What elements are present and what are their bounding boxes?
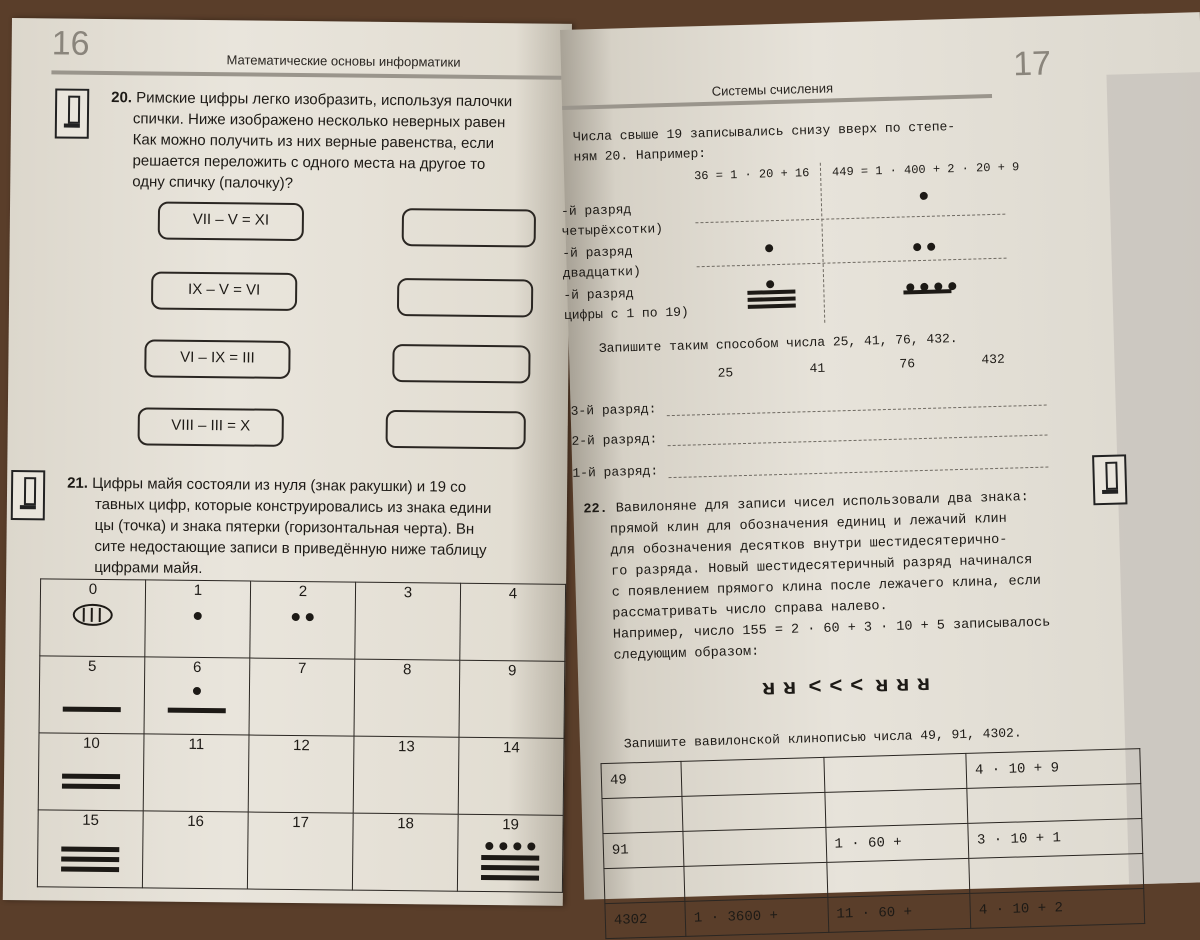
write-row-label: 3-й разряд: bbox=[570, 401, 657, 419]
task21-number: 21. bbox=[67, 474, 89, 492]
maya-bar bbox=[481, 875, 539, 881]
equation-box: VII – V = XI bbox=[158, 202, 304, 242]
pencil-icon bbox=[11, 470, 46, 520]
task22-line: следующим образом: bbox=[613, 644, 760, 664]
babylon-cell[interactable] bbox=[684, 862, 827, 901]
maya-bar bbox=[168, 708, 226, 714]
example-divider bbox=[820, 163, 825, 323]
maya-cell-5: 5 bbox=[39, 656, 145, 734]
write-prompt: Запишите таким способом числа 25, 41, 76, 432. bbox=[598, 331, 958, 357]
babylon-cell[interactable] bbox=[824, 753, 967, 792]
example-449: 449 = 1 · 400 + 2 · 20 + 9 bbox=[831, 160, 1020, 180]
equation-box: IX – V = VI bbox=[151, 271, 297, 311]
left-page bbox=[3, 18, 572, 906]
maya-bar bbox=[481, 855, 539, 861]
task20-number: 20. bbox=[111, 89, 133, 107]
maya-cell-4[interactable]: 4 bbox=[460, 583, 566, 661]
write-number: 41 bbox=[809, 360, 826, 377]
babylon-cell: 4 · 10 + 2 bbox=[970, 889, 1145, 929]
maya-bar bbox=[748, 304, 796, 309]
task22-line: прямой клин для обозначения единиц и лежачий клин bbox=[609, 511, 1008, 538]
equation-box: VIII – III = X bbox=[138, 407, 284, 447]
babylon-cell[interactable] bbox=[825, 788, 968, 827]
vertical-wedge-icon: ᴚ bbox=[875, 671, 889, 697]
babylon-cell: 11 · 60 + bbox=[827, 893, 970, 932]
write-row-label: 1-й разряд: bbox=[572, 463, 659, 481]
babylon-cell: 1 · 60 + bbox=[826, 823, 969, 862]
left-running-head: Математические основы информатики bbox=[226, 52, 461, 70]
horizontal-wedge-icon: < bbox=[849, 671, 864, 698]
babylon-cell bbox=[604, 866, 685, 903]
task22-prompt: Запишите вавилонской клинописью числа 49, 91, 4302. bbox=[623, 725, 1022, 752]
babylon-cell: 1 · 3600 + bbox=[685, 897, 828, 936]
maya-dot bbox=[292, 613, 300, 621]
maya-cell-2: 2 bbox=[250, 581, 356, 659]
babylon-cell: 49 bbox=[601, 761, 682, 798]
write-row-line[interactable] bbox=[667, 405, 1047, 417]
maya-bar bbox=[61, 857, 119, 863]
maya-dot bbox=[194, 612, 202, 620]
maya-cell-3[interactable]: 3 bbox=[355, 582, 461, 660]
horizontal-wedge-icon: < bbox=[808, 672, 822, 699]
task22-line: Вавилоняне для записи чисел использовали два знака: bbox=[615, 490, 1030, 517]
maya-cell-14[interactable]: 14 bbox=[458, 737, 564, 815]
write-row-line[interactable] bbox=[669, 467, 1049, 479]
maya-bar bbox=[63, 707, 121, 713]
answer-box[interactable] bbox=[397, 278, 533, 317]
left-header-rule bbox=[51, 70, 561, 79]
vertical-wedge-icon: ᴚ bbox=[762, 674, 776, 700]
vertical-wedge-icon: ᴚ bbox=[782, 673, 797, 700]
maya-cell-18[interactable]: 18 bbox=[352, 813, 458, 891]
write-row-label: 2-й разряд: bbox=[571, 431, 658, 449]
maya-cell-1: 1 bbox=[145, 580, 251, 658]
cuneiform-example bbox=[758, 670, 934, 701]
task22-number: 22. bbox=[583, 501, 608, 518]
task22-line: для обозначения десятков внутри шестидесятерично- bbox=[610, 532, 1008, 559]
maya-cell-19: 19 bbox=[457, 814, 563, 892]
maya-bar bbox=[748, 297, 796, 302]
babylon-cell[interactable] bbox=[827, 858, 970, 897]
maya-cell-8[interactable]: 8 bbox=[354, 659, 460, 737]
babylon-cell: 91 bbox=[603, 831, 684, 868]
task22-line: го разряда. Новый шестидесятеричный разряд начинался bbox=[610, 553, 1033, 580]
babylon-table bbox=[600, 748, 1145, 939]
answer-box[interactable] bbox=[392, 344, 530, 383]
maya-bar bbox=[481, 865, 539, 871]
babylon-cell[interactable] bbox=[681, 757, 824, 796]
horizontal-wedge-icon: < bbox=[829, 672, 843, 698]
maya-dot bbox=[306, 613, 314, 621]
task22-line: Например, число 155 = 2 · 60 + 3 · 10 + 5 записывалось bbox=[612, 615, 1051, 643]
maya-cell-10: 10 bbox=[38, 733, 144, 811]
pencil-icon bbox=[55, 88, 90, 138]
shell-icon bbox=[73, 604, 113, 626]
example-36: 36 = 1 · 20 + 16 bbox=[693, 166, 810, 184]
babylon-cell[interactable] bbox=[682, 792, 825, 831]
write-number: 76 bbox=[899, 356, 916, 372]
right-page-number: 17 bbox=[1012, 44, 1052, 84]
maya-table bbox=[37, 578, 566, 892]
maya-cell-13[interactable]: 13 bbox=[353, 736, 459, 814]
maya-cell-9[interactable]: 9 bbox=[459, 660, 565, 738]
task21-line: Цифры майя состояли из нуля (знак ракушки) и 19 со bbox=[92, 474, 467, 496]
task20-line: Как можно получить из них верные равенства, если bbox=[132, 131, 495, 153]
maya-cell-11[interactable]: 11 bbox=[143, 734, 249, 812]
right-running-head: Системы счисления bbox=[711, 80, 834, 99]
task21-line: тавных цифр, которые конструировались из знака едини bbox=[94, 495, 492, 518]
task21-line: сите недостающие записи в приведённую ниже таблицу bbox=[94, 537, 487, 559]
task21-text bbox=[66, 473, 567, 583]
maya-bar bbox=[62, 774, 120, 780]
maya-cell-15: 15 bbox=[37, 810, 143, 888]
vertical-wedge-icon: ᴚ bbox=[896, 670, 910, 696]
maya-dot bbox=[920, 192, 928, 200]
write-number: 432 bbox=[981, 351, 1005, 368]
maya-bar bbox=[61, 867, 119, 873]
maya-cell-6: 6 bbox=[144, 657, 250, 735]
task20-text bbox=[110, 87, 571, 197]
task21-line: цы (точка) и знака пятерки (горизонтальная черта). Вн bbox=[94, 516, 475, 538]
babylon-cell[interactable] bbox=[969, 854, 1144, 894]
task20-line: Римские цифры легко изобразить, используя палочки bbox=[136, 89, 513, 111]
maya-dot bbox=[765, 244, 773, 252]
task21-line: цифрами майя. bbox=[94, 558, 203, 578]
intro-line: ням 20. Например: bbox=[573, 145, 707, 165]
maya-cell-0: 0 bbox=[40, 579, 146, 657]
rank-label: -й разряд двадцатки) bbox=[562, 244, 641, 282]
pencil-icon bbox=[1092, 454, 1127, 505]
rank-label: -й разряд четырёхсотки) bbox=[560, 202, 664, 240]
write-number: 25 bbox=[717, 365, 734, 381]
babylon-cell[interactable] bbox=[967, 784, 1142, 824]
babylon-cell: 4 · 10 + 9 bbox=[966, 749, 1141, 789]
right-page bbox=[560, 12, 1200, 929]
answer-box[interactable] bbox=[386, 410, 526, 449]
task20-line: одну спичку (палочку)? bbox=[132, 173, 294, 192]
task20-line: решается переложить с одного места на другое то bbox=[132, 152, 486, 173]
task22-line: рассматривать число справа налево. bbox=[612, 599, 888, 622]
maya-bar bbox=[747, 290, 795, 295]
rank-label: -й разряд цифры с 1 по 19) bbox=[563, 286, 689, 323]
equation-box: VI – IX = III bbox=[144, 339, 290, 379]
answer-box[interactable] bbox=[402, 208, 536, 247]
write-row-line[interactable] bbox=[668, 435, 1048, 447]
maya-cell-7[interactable]: 7 bbox=[249, 658, 355, 736]
maya-dot bbox=[766, 280, 774, 288]
babylon-cell: 3 · 10 + 1 bbox=[968, 819, 1143, 859]
task22-line: с появлением прямого клина после лежачего клина, если bbox=[611, 573, 1042, 601]
left-page-number: 16 bbox=[51, 24, 90, 63]
maya-cell-12[interactable]: 12 bbox=[248, 735, 354, 813]
task20-line: спички. Ниже изображено несколько неверных равен bbox=[132, 110, 506, 132]
maya-cell-16[interactable]: 16 bbox=[142, 811, 248, 889]
maya-dots bbox=[910, 238, 938, 257]
maya-dot bbox=[193, 687, 201, 695]
intro-line: Числа свыше 19 записывались снизу вверх по степе- bbox=[572, 119, 956, 145]
maya-bar bbox=[62, 784, 120, 790]
babylon-cell: 4302 bbox=[605, 901, 686, 938]
babylon-cell[interactable] bbox=[683, 827, 826, 866]
vertical-wedge-icon: ᴚ bbox=[916, 669, 931, 696]
babylon-cell bbox=[602, 796, 683, 833]
maya-bar bbox=[61, 847, 119, 853]
task22-text bbox=[583, 486, 1077, 668]
maya-cell-17[interactable]: 17 bbox=[247, 812, 353, 890]
